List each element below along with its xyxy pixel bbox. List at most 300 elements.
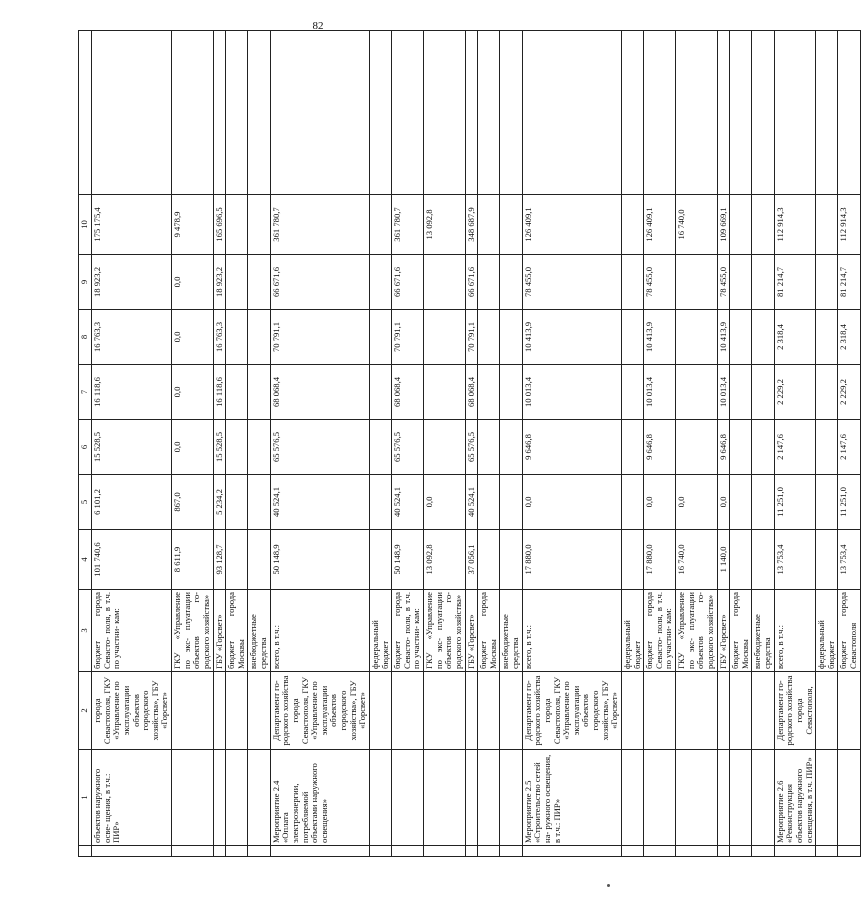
activity-name-cell <box>500 750 522 846</box>
amount-cell <box>226 420 248 475</box>
amount-cell: 2 147,6 <box>838 420 860 475</box>
amount-cell <box>500 195 522 255</box>
executor-cell <box>730 672 752 750</box>
amount-cell: 10 013,4 <box>522 365 621 420</box>
executor-cell <box>369 672 391 750</box>
amount-cell: 15 528,5 <box>92 420 172 475</box>
tail-cell <box>465 31 478 195</box>
amount-cell <box>500 255 522 310</box>
column-header: 2 <box>79 672 92 750</box>
table-row <box>621 31 643 857</box>
spacer-cell <box>248 846 270 857</box>
amount-cell <box>752 475 774 530</box>
funding-source-cell: внебюджетные средства <box>248 590 270 672</box>
column-header: 8 <box>79 310 92 365</box>
amount-cell <box>730 195 752 255</box>
amount-cell: 40 524,1 <box>270 475 369 530</box>
amount-cell: 10 013,4 <box>644 365 676 420</box>
amount-cell <box>369 255 391 310</box>
table-row <box>500 31 522 857</box>
funding-source-cell: бюджет города Москвы <box>226 590 248 672</box>
amount-cell <box>621 310 643 365</box>
amount-cell <box>369 310 391 365</box>
amount-cell <box>369 195 391 255</box>
amount-cell: 16 740,0 <box>676 530 718 590</box>
column-header: 4 <box>79 530 92 590</box>
funding-source-cell: бюджет города Севастополя <box>838 590 860 672</box>
funding-source-cell: федеральный бюджет <box>369 590 391 672</box>
amount-cell: 0,0 <box>172 255 214 310</box>
tail-cell <box>816 31 838 195</box>
tail-cell <box>838 31 860 195</box>
funding-source-cell: бюджет города Москвы <box>478 590 500 672</box>
funding-source-cell: всего, в т.ч.: <box>774 590 816 672</box>
executor-cell <box>644 672 676 750</box>
spacer-cell <box>717 846 730 857</box>
amount-cell: 10 013,4 <box>717 365 730 420</box>
funding-source-cell: внебюджетные средства <box>752 590 774 672</box>
amount-cell: 70 791,1 <box>465 310 478 365</box>
amount-cell <box>816 195 838 255</box>
spacer-cell <box>774 846 816 857</box>
amount-cell <box>676 420 718 475</box>
amount-cell <box>248 195 270 255</box>
executor-cell <box>213 672 226 750</box>
executor-cell <box>465 672 478 750</box>
amount-cell <box>248 475 270 530</box>
amount-cell: 16 740,0 <box>676 195 718 255</box>
amount-cell: 65 576,5 <box>270 420 369 475</box>
executor-cell <box>676 672 718 750</box>
funding-source-cell: ГБУ «Горсвет» <box>213 590 226 672</box>
executor-cell <box>816 672 838 750</box>
amount-cell: 50 148,9 <box>270 530 369 590</box>
table-row <box>717 31 730 857</box>
amount-cell: 0,0 <box>522 475 621 530</box>
rotated-table-container <box>78 31 858 857</box>
amount-cell: 2 318,4 <box>838 310 860 365</box>
amount-cell: 66 671,6 <box>465 255 478 310</box>
amount-cell: 13 753,4 <box>774 530 816 590</box>
amount-cell: 112 914,3 <box>774 195 816 255</box>
amount-cell <box>676 255 718 310</box>
amount-cell: 0,0 <box>172 365 214 420</box>
header-row <box>79 31 92 857</box>
amount-cell: 348 687,9 <box>465 195 478 255</box>
tail-cell <box>522 31 621 195</box>
tail-cell <box>369 31 391 195</box>
funding-source-cell: всего, в т.ч.: <box>270 590 369 672</box>
amount-cell: 165 696,5 <box>213 195 226 255</box>
amount-cell: 17 880,0 <box>644 530 676 590</box>
amount-cell <box>226 475 248 530</box>
amount-cell <box>621 420 643 475</box>
scan-speck <box>607 884 610 887</box>
amount-cell: 78 455,0 <box>522 255 621 310</box>
spacer-cell <box>522 846 621 857</box>
funding-source-cell: ГБУ «Горсвет» <box>465 590 478 672</box>
tail-cell <box>676 31 718 195</box>
amount-cell <box>226 530 248 590</box>
amount-cell: 18 923,2 <box>92 255 172 310</box>
amount-cell <box>752 255 774 310</box>
amount-cell <box>478 530 500 590</box>
executor-cell <box>424 672 466 750</box>
amount-cell <box>816 530 838 590</box>
tail-cell <box>478 31 500 195</box>
tail-cell <box>248 31 270 195</box>
amount-cell: 10 413,9 <box>717 310 730 365</box>
column-header: 7 <box>79 365 92 420</box>
amount-cell: 0,0 <box>172 310 214 365</box>
amount-cell: 78 455,0 <box>717 255 730 310</box>
amount-cell: 2 229,2 <box>774 365 816 420</box>
amount-cell <box>478 475 500 530</box>
amount-cell <box>730 530 752 590</box>
table-row <box>465 31 478 857</box>
amount-cell <box>752 420 774 475</box>
amount-cell: 50 148,9 <box>392 530 424 590</box>
amount-cell: 66 671,6 <box>392 255 424 310</box>
amount-cell: 13 092,8 <box>424 195 466 255</box>
spacer-cell <box>213 846 226 857</box>
table-row <box>92 31 172 857</box>
funding-source-cell: федеральный бюджет <box>621 590 643 672</box>
amount-cell <box>752 195 774 255</box>
amount-cell <box>621 530 643 590</box>
table-row <box>392 31 424 857</box>
amount-cell: 81 214,7 <box>774 255 816 310</box>
activity-name-cell <box>730 750 752 846</box>
amount-cell: 68 068,4 <box>465 365 478 420</box>
table-row <box>270 31 369 857</box>
amount-cell <box>676 365 718 420</box>
executor-cell <box>172 672 214 750</box>
spacer-cell <box>424 846 466 857</box>
amount-cell: 11 251,0 <box>774 475 816 530</box>
amount-cell: 37 056,1 <box>465 530 478 590</box>
spacer-cell <box>392 846 424 857</box>
tail-cell <box>213 31 226 195</box>
amount-cell <box>248 365 270 420</box>
amount-cell: 17 880,0 <box>522 530 621 590</box>
spacer-cell <box>752 846 774 857</box>
amount-cell: 65 576,5 <box>392 420 424 475</box>
amount-cell <box>676 310 718 365</box>
executor-cell: Департамент го- родского хозяйства города Севастополя, ГКУ «Управление по эксплуатации объектов городского хозяйства», ГБУ «Горсвет» <box>270 672 369 750</box>
amount-cell: 0,0 <box>424 475 466 530</box>
funding-source-cell: ГБУ «Горсвет» <box>717 590 730 672</box>
amount-cell <box>816 310 838 365</box>
amount-cell: 126 409,1 <box>522 195 621 255</box>
amount-cell: 5 234,2 <box>213 475 226 530</box>
tail-cell <box>730 31 752 195</box>
amount-cell <box>730 310 752 365</box>
amount-cell <box>621 195 643 255</box>
funding-source-cell: бюджет города Севасто- поля, в т.ч. по участни- кам: <box>644 590 676 672</box>
amount-cell: 0,0 <box>717 475 730 530</box>
amount-cell: 0,0 <box>676 475 718 530</box>
amount-cell: 70 791,1 <box>392 310 424 365</box>
amount-cell: 0,0 <box>644 475 676 530</box>
spacer-cell <box>500 846 522 857</box>
amount-cell <box>816 255 838 310</box>
amount-cell: 112 914,3 <box>838 195 860 255</box>
amount-cell <box>500 310 522 365</box>
amount-cell: 361 780,7 <box>270 195 369 255</box>
spacer-cell <box>79 846 92 857</box>
amount-cell: 68 068,4 <box>392 365 424 420</box>
activity-name-cell <box>478 750 500 846</box>
amount-cell <box>248 530 270 590</box>
amount-cell <box>621 255 643 310</box>
amount-cell <box>424 310 466 365</box>
amount-cell: 8 611,9 <box>172 530 214 590</box>
amount-cell: 13 092,8 <box>424 530 466 590</box>
amount-cell <box>478 420 500 475</box>
tail-cell <box>270 31 369 195</box>
activity-name-cell <box>424 750 466 846</box>
amount-cell: 9 646,8 <box>644 420 676 475</box>
amount-cell: 40 524,1 <box>392 475 424 530</box>
table-row <box>752 31 774 857</box>
spacer-cell <box>838 846 860 857</box>
spacer-cell <box>465 846 478 857</box>
amount-cell <box>248 420 270 475</box>
activity-name-cell <box>248 750 270 846</box>
table-row <box>676 31 718 857</box>
executor-cell: Департамент го- родского хозяйства города Севастополя, <box>774 672 816 750</box>
spacer-cell <box>270 846 369 857</box>
amount-cell: 2 318,4 <box>774 310 816 365</box>
amount-cell <box>816 365 838 420</box>
column-header: 9 <box>79 255 92 310</box>
amount-cell: 2 147,6 <box>774 420 816 475</box>
tail-cell <box>392 31 424 195</box>
executor-cell <box>478 672 500 750</box>
executor-cell <box>500 672 522 750</box>
amount-cell: 109 669,1 <box>717 195 730 255</box>
amount-cell <box>478 310 500 365</box>
table-row <box>774 31 816 857</box>
amount-cell: 13 753,4 <box>838 530 860 590</box>
spacer-cell <box>226 846 248 857</box>
tail-cell <box>644 31 676 195</box>
amount-cell: 68 068,4 <box>270 365 369 420</box>
table-row <box>226 31 248 857</box>
funding-source-cell: ГКУ «Управление по экс- плуатации объектов го- родского хозяйства» <box>172 590 214 672</box>
amount-cell <box>226 310 248 365</box>
amount-cell <box>500 530 522 590</box>
amount-cell: 40 524,1 <box>465 475 478 530</box>
activity-name-cell <box>172 750 214 846</box>
amount-cell <box>369 475 391 530</box>
executor-cell <box>226 672 248 750</box>
amount-cell: 78 455,0 <box>644 255 676 310</box>
amount-cell: 9 478,9 <box>172 195 214 255</box>
amount-cell <box>478 365 500 420</box>
tail-cell <box>717 31 730 195</box>
column-header: 6 <box>79 420 92 475</box>
table-row <box>730 31 752 857</box>
executor-cell <box>248 672 270 750</box>
executor-cell: Департамент го- родского хозяйства города Севастополя, ГКУ «Управление по эксплуатации объектов городского хозяйства», ГБУ «Горсвет» <box>522 672 621 750</box>
amount-cell <box>730 255 752 310</box>
amount-cell <box>730 365 752 420</box>
amount-cell <box>369 365 391 420</box>
amount-cell <box>752 530 774 590</box>
activity-name-cell <box>213 750 226 846</box>
executor-cell <box>717 672 730 750</box>
table-row <box>816 31 838 857</box>
amount-cell <box>752 310 774 365</box>
tail-cell <box>424 31 466 195</box>
activity-name-cell: Мероприятие 2.4 «Оплата электроэнергии, потребляемой объектами наружного освещения» <box>270 750 369 846</box>
funding-source-cell: бюджет города Севасто- поля, в т.ч. по участни- кам: <box>392 590 424 672</box>
column-header: 5 <box>79 475 92 530</box>
executor-cell <box>392 672 424 750</box>
amount-cell <box>226 255 248 310</box>
tail-cell <box>79 31 92 195</box>
amount-cell: 16 763,3 <box>213 310 226 365</box>
amount-cell: 175 175,4 <box>92 195 172 255</box>
amount-cell <box>369 420 391 475</box>
funding-source-cell: всего, в т.ч.: <box>522 590 621 672</box>
amount-cell: 6 101,2 <box>92 475 172 530</box>
amount-cell <box>752 365 774 420</box>
executor-cell <box>838 672 860 750</box>
amount-cell <box>226 195 248 255</box>
column-header: 1 <box>79 750 92 846</box>
amount-cell <box>816 475 838 530</box>
amount-cell: 16 763,3 <box>92 310 172 365</box>
table-row <box>424 31 466 857</box>
amount-cell: 15 528,5 <box>213 420 226 475</box>
table-row <box>478 31 500 857</box>
activity-name-cell <box>226 750 248 846</box>
activity-name-cell <box>644 750 676 846</box>
spacer-cell <box>644 846 676 857</box>
activity-name-cell: Мероприятие 2.5 «Строительство сетей на- ружного освещения, в т.ч.: ПИР» <box>522 750 621 846</box>
amount-cell <box>369 530 391 590</box>
amount-cell: 10 413,9 <box>522 310 621 365</box>
executor-cell <box>621 672 643 750</box>
amount-cell: 65 576,5 <box>465 420 478 475</box>
amount-cell <box>478 195 500 255</box>
tail-cell <box>226 31 248 195</box>
column-header: 10 <box>79 195 92 255</box>
spacer-cell <box>369 846 391 857</box>
activity-name-cell <box>465 750 478 846</box>
amount-cell <box>478 255 500 310</box>
page-number: 82 <box>312 20 324 32</box>
activity-name-cell <box>717 750 730 846</box>
spacer-cell <box>172 846 214 857</box>
amount-cell <box>816 420 838 475</box>
amount-cell: 9 646,8 <box>522 420 621 475</box>
amount-cell: 361 780,7 <box>392 195 424 255</box>
amount-cell <box>424 365 466 420</box>
amount-cell: 0,0 <box>172 420 214 475</box>
amount-cell <box>621 475 643 530</box>
amount-cell: 1 140,0 <box>717 530 730 590</box>
table-row <box>369 31 391 857</box>
tail-cell <box>500 31 522 195</box>
funding-source-cell: ГКУ «Управление по экс- плуатации объектов го- родского хозяйства» <box>424 590 466 672</box>
amount-cell <box>248 255 270 310</box>
amount-cell: 81 214,7 <box>838 255 860 310</box>
amount-cell: 18 923,2 <box>213 255 226 310</box>
spacer-cell <box>478 846 500 857</box>
activity-name-cell <box>392 750 424 846</box>
funding-source-cell: бюджет города Москвы <box>730 590 752 672</box>
amount-cell <box>226 365 248 420</box>
rotated-table <box>78 31 858 857</box>
column-header: 3 <box>79 590 92 672</box>
amount-cell: 16 118,6 <box>213 365 226 420</box>
amount-cell <box>730 475 752 530</box>
activity-name-cell: объектов наружного осве- щения, в т.ч.: ПИР» <box>92 750 172 846</box>
amount-cell <box>621 365 643 420</box>
amount-cell <box>424 255 466 310</box>
tail-cell <box>774 31 816 195</box>
amount-cell <box>500 475 522 530</box>
spacer-cell <box>676 846 718 857</box>
spacer-cell <box>730 846 752 857</box>
amount-cell: 66 671,6 <box>270 255 369 310</box>
tail-cell <box>621 31 643 195</box>
activity-name-cell <box>621 750 643 846</box>
table-row <box>213 31 226 857</box>
executor-cell: города Севастополя, ГКУ «Управление по эксплуатации объектов городского хозяйства», ГБУ «Горсвет» <box>92 672 172 750</box>
table-row <box>248 31 270 857</box>
tail-cell <box>752 31 774 195</box>
amount-cell: 10 413,9 <box>644 310 676 365</box>
amount-cell: 126 409,1 <box>644 195 676 255</box>
amount-cell <box>500 365 522 420</box>
amount-cell: 2 229,2 <box>838 365 860 420</box>
amount-cell <box>248 310 270 365</box>
amount-cell: 101 740,6 <box>92 530 172 590</box>
executor-cell <box>752 672 774 750</box>
funding-source-cell: внебюджетные средства <box>500 590 522 672</box>
table-row <box>522 31 621 857</box>
activity-name-cell <box>676 750 718 846</box>
amount-cell: 70 791,1 <box>270 310 369 365</box>
funding-source-cell: бюджет города Севасто- поля, в т.ч. по участни- кам: <box>92 590 172 672</box>
amount-cell <box>424 420 466 475</box>
amount-cell: 93 128,7 <box>213 530 226 590</box>
spacer-cell <box>816 846 838 857</box>
tail-cell <box>172 31 214 195</box>
amount-cell: 11 251,0 <box>838 475 860 530</box>
spacer-cell <box>92 846 172 857</box>
amount-cell: 867,0 <box>172 475 214 530</box>
tail-cell <box>92 31 172 195</box>
table-row <box>172 31 214 857</box>
amount-cell: 16 118,6 <box>92 365 172 420</box>
activity-name-cell <box>369 750 391 846</box>
spacer-cell <box>621 846 643 857</box>
activity-name-cell <box>838 750 860 846</box>
activity-name-cell <box>816 750 838 846</box>
table-row <box>644 31 676 857</box>
activity-name-cell <box>752 750 774 846</box>
amount-cell: 9 646,8 <box>717 420 730 475</box>
amount-cell <box>730 420 752 475</box>
activity-name-cell: Мероприятие 2.6 «Реконструкция объектов наружного освещения, в т.ч. ПИР» <box>774 750 816 846</box>
funding-source-cell: ГКУ «Управление по экс- плуатации объектов го- родского хозяйства» <box>676 590 718 672</box>
